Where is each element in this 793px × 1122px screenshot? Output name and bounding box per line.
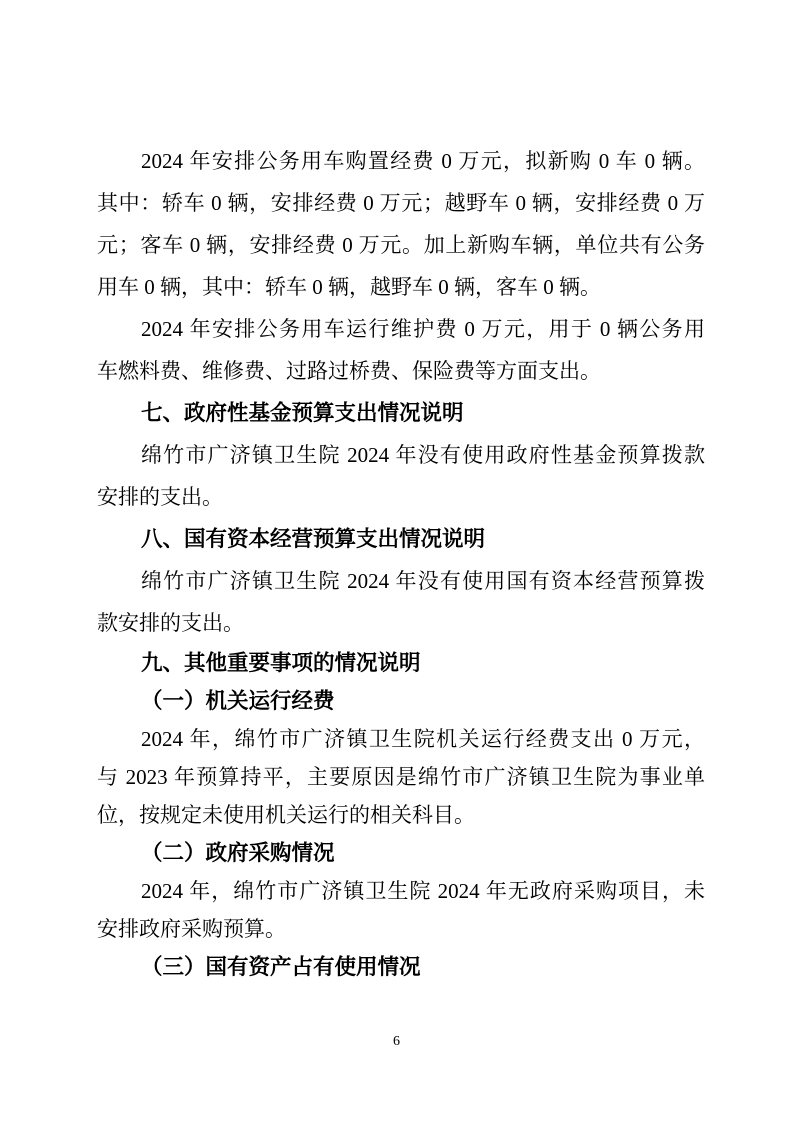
paragraph-line: 用车 0 辆，其中：轿车 0 辆，越野车 0 辆，客车 0 辆。 <box>97 275 601 299</box>
paragraph-line: 元；客车 0 辆，安排经费 0 万元。加上新购车辆，单位共有公务 <box>97 233 705 257</box>
document-body <box>97 140 705 986</box>
heading-section-8: 八、国有资本经营预算支出情况说明 <box>141 527 486 551</box>
paragraph-line: 2024 年安排公务用车运行维护费 0 万元，用于 0 辆公务用 <box>141 317 705 341</box>
paragraph-line: 车燃料费、维修费、过路过桥费、保险费等方面支出。 <box>97 359 601 383</box>
paragraph-line: 2024 年，绵竹市广济镇卫生院 2024 年无政府采购项目，未 <box>141 879 705 903</box>
paragraph-line: 款安排的支出。 <box>97 611 244 635</box>
paragraph-line: 安排的支出。 <box>97 485 223 509</box>
paragraph-line: 2024 年安排公务用车购置经费 0 万元，拟新购 0 车 0 辆。 <box>141 149 705 173</box>
subheading-3: （三）国有资产占有使用情况 <box>141 955 421 979</box>
paragraph-line: 绵竹市广济镇卫生院 2024 年没有使用政府性基金预算拨款 <box>141 443 705 467</box>
paragraph-line: 安排政府采购预算。 <box>97 917 286 941</box>
heading-section-7: 七、政府性基金预算支出情况说明 <box>141 401 464 425</box>
paragraph-line: 与 2023 年预算持平，主要原因是绵竹市广济镇卫生院为事业单 <box>97 765 705 789</box>
paragraph-line: 绵竹市广济镇卫生院 2024 年没有使用国有资本经营预算拨 <box>141 569 705 593</box>
paragraph-line: 其中：轿车 0 辆，安排经费 0 万元；越野车 0 辆，安排经费 0 万 <box>97 191 705 215</box>
page-number: 6 <box>393 1034 400 1049</box>
paragraph-line: 2024 年，绵竹市广济镇卫生院机关运行经费支出 0 万元， <box>141 727 705 751</box>
heading-section-9: 九、其他重要事项的情况说明 <box>141 651 421 675</box>
subheading-2: （二）政府采购情况 <box>141 841 335 865</box>
paragraph-line: 位，按规定未使用机关运行的相关科目。 <box>97 803 475 827</box>
subheading-1: （一）机关运行经费 <box>141 689 335 713</box>
